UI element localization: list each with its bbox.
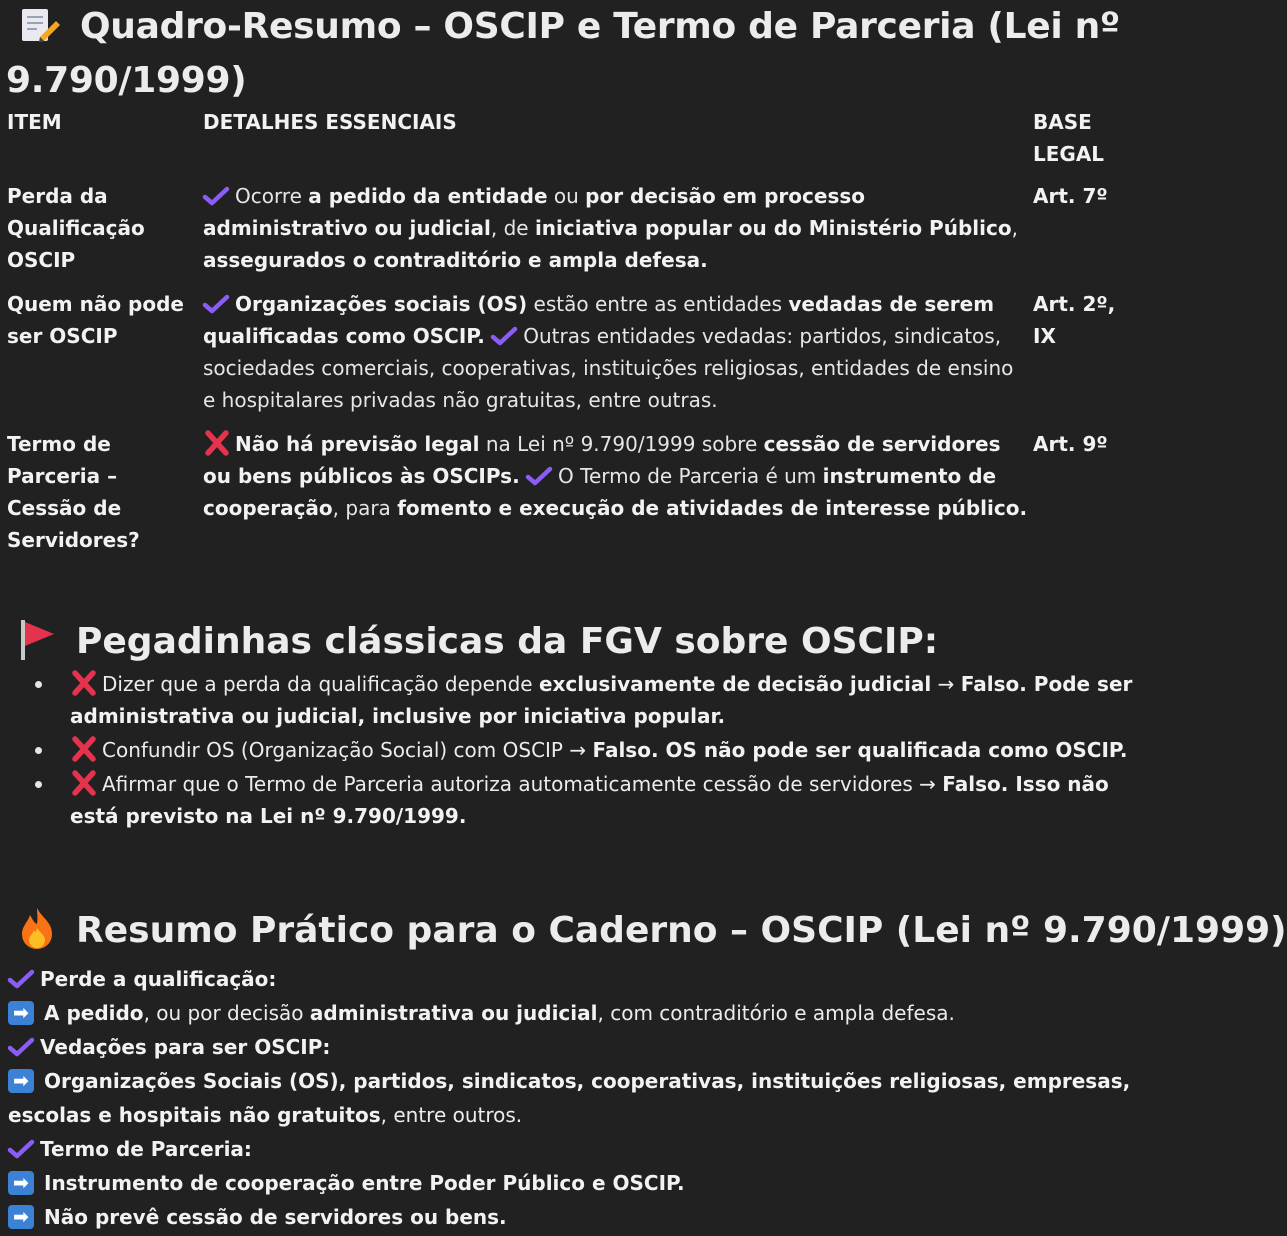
row-item: Quem não pode ser OSCIP bbox=[7, 292, 184, 348]
summary-line bbox=[8, 1166, 1133, 1200]
summary-line bbox=[8, 1030, 1133, 1064]
trap-text bbox=[70, 672, 1132, 728]
row-base-legal: Art. 9º bbox=[1033, 432, 1108, 456]
text-run: estão entre as entidades bbox=[527, 292, 789, 316]
emphasis-text: Instrumento de cooperação entre Poder Público e OSCIP. bbox=[44, 1171, 685, 1195]
text-run: → bbox=[931, 672, 961, 696]
emphasis-text: vedadas de serem qualificadas como OSCIP. bbox=[203, 292, 995, 348]
row-item: Perda da Qualificação OSCIP bbox=[7, 184, 145, 272]
text-run: Dizer que a perda da qualificação depende bbox=[102, 672, 539, 696]
table-row bbox=[0, 180, 1133, 288]
cross-icon bbox=[70, 736, 98, 762]
fire-icon bbox=[18, 906, 56, 950]
text-run: , com contraditório e ampla defesa. bbox=[597, 1001, 955, 1025]
summary-line bbox=[8, 962, 1133, 996]
row-item: Termo de Parceria – Cessão de Servidores? bbox=[7, 432, 140, 552]
text-run: na Lei nº 9.790/1999 sobre bbox=[479, 432, 764, 456]
trap-text bbox=[70, 772, 1109, 828]
text-run: , entre outros. bbox=[380, 1103, 523, 1127]
check-icon bbox=[8, 969, 34, 989]
emphasis-text: por decisão em processo administrativo ou judicial bbox=[203, 184, 865, 240]
emphasis-text: exclusivamente de decisão judicial bbox=[538, 672, 932, 696]
column-header-details: DETALHES ESSENCIAIS bbox=[203, 110, 457, 134]
emphasis-text: instrumento de cooperação bbox=[203, 464, 997, 520]
traps-heading bbox=[18, 618, 938, 666]
emphasis-text: a pedido da entidade bbox=[308, 184, 548, 208]
bullet bbox=[35, 681, 42, 688]
table-row bbox=[0, 288, 1133, 428]
memo-icon bbox=[18, 7, 62, 43]
page-title-text: Quadro-Resumo – OSCIP e Termo de Parceria (Lei nº 9.790/1999) bbox=[6, 6, 1120, 101]
arrow-right-icon: ➡ bbox=[8, 1001, 34, 1025]
summary-line bbox=[8, 1132, 1133, 1166]
check-icon bbox=[491, 326, 517, 346]
emphasis-text: iniciativa popular ou do Ministério Público bbox=[534, 216, 1012, 240]
column-header-base: BASE LEGAL bbox=[1033, 110, 1105, 166]
text-run: Ocorre bbox=[235, 184, 309, 208]
row-base-legal: Art. 7º bbox=[1033, 184, 1108, 208]
check-icon bbox=[203, 294, 229, 314]
text-run: Afirmar que o Termo de Parceria autoriza automaticamente cessão de servidores → bbox=[102, 772, 943, 796]
text-run: ou bbox=[547, 184, 586, 208]
summary-heading-text: Resumo Prático para o Caderno – OSCIP (Lei nº 9.790/1999) bbox=[76, 910, 1287, 951]
list-item bbox=[0, 768, 1137, 832]
arrow-right-icon: ➡ bbox=[8, 1171, 34, 1195]
emphasis-text: Perde a qualificação: bbox=[40, 967, 277, 991]
check-icon bbox=[526, 466, 552, 486]
summary-block bbox=[8, 962, 1133, 1234]
emphasis-text: Vedações para ser OSCIP: bbox=[40, 1035, 331, 1059]
table-header-row bbox=[0, 106, 1133, 180]
summary-line bbox=[8, 1064, 1133, 1132]
emphasis-text: fomento e execução de atividades de interesse público. bbox=[397, 496, 1028, 520]
emphasis-text: Não há previsão legal bbox=[235, 432, 480, 456]
emphasis-text: Falso. Isso não está previsto na Lei nº 9.790/1999. bbox=[70, 772, 1109, 828]
emphasis-text: Organizações Sociais (OS), partidos, sindicatos, cooperativas, instituições religiosas, empresas, escolas e hospitais não gratuitos bbox=[8, 1069, 1131, 1127]
emphasis-text: administrativa ou judicial bbox=[309, 1001, 598, 1025]
text-run: , ou por decisão bbox=[143, 1001, 310, 1025]
summary-line bbox=[8, 996, 1133, 1030]
row-details bbox=[203, 180, 1033, 288]
traps-list bbox=[0, 668, 1137, 834]
bullet bbox=[35, 781, 42, 788]
text-run: Outras entidades vedadas: partidos, sindicatos, sociedades comerciais, cooperativas, instituições religiosas, entidades de ensino e hospitalares privadas não gratuitas, entre outras. bbox=[203, 324, 1014, 412]
emphasis-text: Falso. OS não pode ser qualificada como OSCIP. bbox=[592, 738, 1128, 762]
text-run: , para bbox=[332, 496, 398, 520]
list-item bbox=[0, 668, 1137, 732]
bullet bbox=[35, 747, 42, 754]
check-icon bbox=[8, 1139, 34, 1159]
emphasis-text: Organizações sociais (OS) bbox=[235, 292, 528, 316]
row-details bbox=[203, 428, 1033, 568]
list-item bbox=[0, 734, 1137, 766]
arrow-right-icon: ➡ bbox=[8, 1205, 34, 1229]
check-icon bbox=[8, 1037, 34, 1057]
check-icon bbox=[203, 186, 229, 206]
emphasis-text: Falso. Pode ser administrativa ou judicial, inclusive por iniciativa popular. bbox=[70, 672, 1133, 728]
cross-icon bbox=[70, 670, 98, 696]
arrow-right-icon: ➡ bbox=[8, 1069, 34, 1093]
table-row bbox=[0, 428, 1133, 568]
emphasis-text: A pedido bbox=[44, 1001, 144, 1025]
text-run: Confundir OS (Organização Social) com OSCIP → bbox=[102, 738, 593, 762]
traps-heading-text: Pegadinhas clássicas da FGV sobre OSCIP: bbox=[76, 621, 939, 662]
emphasis-text: assegurados o contraditório e ampla defesa. bbox=[203, 248, 708, 272]
trap-text bbox=[70, 738, 1127, 762]
emphasis-text: cessão de servidores ou bens públicos às OSCIPs. bbox=[203, 432, 1001, 488]
emphasis-text: Termo de Parceria: bbox=[40, 1137, 252, 1161]
summary-table bbox=[0, 106, 1133, 568]
text-run: , bbox=[1011, 216, 1018, 240]
text-run: O Termo de Parceria é um bbox=[558, 464, 823, 488]
summary-heading bbox=[18, 907, 1287, 955]
text-run: , de bbox=[490, 216, 535, 240]
emphasis-text: Não prevê cessão de servidores ou bens. bbox=[44, 1205, 507, 1229]
cross-icon bbox=[70, 770, 98, 796]
row-details bbox=[203, 288, 1033, 428]
page-title bbox=[6, 0, 1126, 108]
flag-icon bbox=[18, 618, 56, 660]
cross-icon bbox=[203, 430, 231, 456]
column-header-item: ITEM bbox=[7, 110, 62, 134]
summary-line bbox=[8, 1200, 1133, 1234]
row-base-legal: Art. 2º, IX bbox=[1033, 292, 1116, 348]
